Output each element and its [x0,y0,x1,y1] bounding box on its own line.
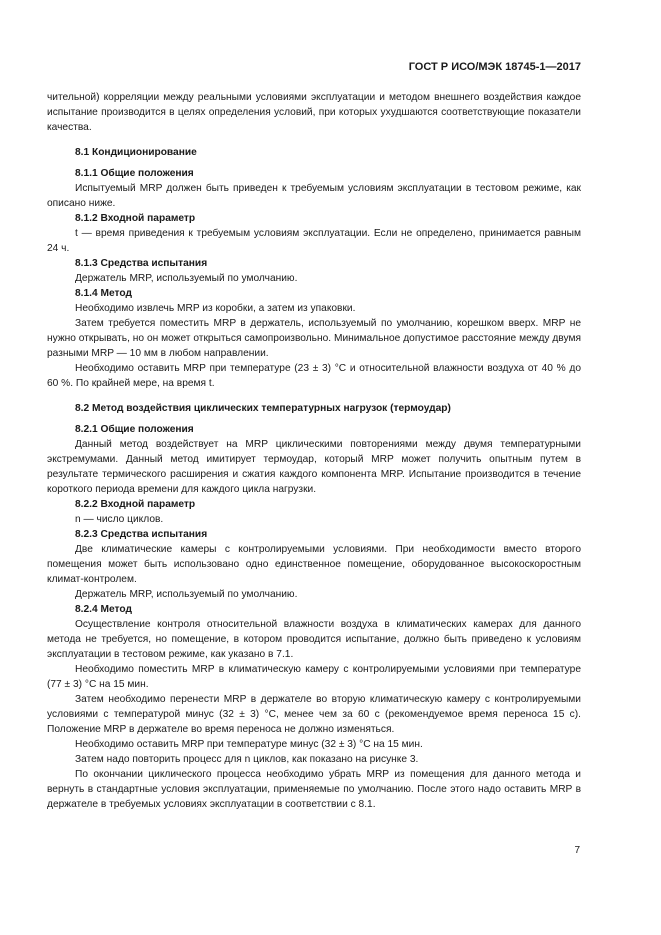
section-8-2-1-text: Данный метод воздействует на MRP циклическими повторениями между двумя температурными экстремумами. Данный метод имитирует термоудар, который MRP может получить опытным путем в результате термического расширения и сжатия каждого компонента MRP. Испытание производится в течение короткого периода времени для каждого цикла нагрузки. [47,439,581,495]
section-8-1-4-p3: Необходимо оставить MRP при температуре (23 ± 3) °С и относительной влажности воздуха от 40 % до 60 %. По крайней мере, на время t. [47,363,581,389]
section-8-1-2-text: t — время приведения к требуемым условиям эксплуатации. Если не определено, принимается равным 24 ч. [47,228,581,254]
section-8-1-4-heading: 8.1.4 Метод [75,288,132,299]
document-header: ГОСТ Р ИСО/МЭК 18745-1—2017 [408,61,581,73]
page-number: 7 [574,845,580,856]
section-8-1-3-text: Держатель MRP, используемый по умолчанию. [75,273,298,284]
section-8-1-3-heading: 8.1.3 Средства испытания [75,258,208,269]
section-8-1-4-p1: Необходимо извлечь MRP из коробки, а затем из упаковки. [75,303,356,314]
section-8-1-heading: 8.1 Кондиционирование [75,147,197,158]
section-8-2-4-p4: Необходимо оставить MRP при температуре минус (32 ± 3) °С на 15 мин. [75,739,423,750]
document-body [47,90,581,812]
section-8-1-4-p2: Затем требуется поместить MRP в держатель, используемый по умолчанию, корешком вверх. MRP не нужно открывать, но он может открыться самопроизвольно. Минимальное допустимое расстояние между двумя разными MRP — 10 мм в любом направлении. [47,318,581,359]
section-8-2-3-p1: Две климатические камеры с контролируемыми условиями. При необходимости вместо второго помещения может быть использовано одно единственное помещение, оборудованное высокоскоростным климат-контролем. [47,544,581,585]
section-8-1-1-heading: 8.1.1 Общие положения [75,168,194,179]
section-8-2-1-heading: 8.2.1 Общие положения [75,424,194,435]
section-8-2-2-text: n — число циклов. [75,514,164,525]
section-8-2-4-p1: Осуществление контроля относительной влажности воздуха в климатических камерах для данного метода не требуется, но помещение, в котором проводится испытание, должно быть приведено к условиям эксплуатации в тестовом режиме, как указано в 7.1. [47,619,581,660]
section-8-1-2-heading: 8.1.2 Входной параметр [75,213,196,224]
section-8-2-4-heading: 8.2.4 Метод [75,604,132,615]
section-8-2-4-p3: Затем необходимо перенести MRP в держателе во вторую климатическую камеру с контролируемыми условиями с температурой минус (32 ± 3) °С, менее чем за 60 с (рекомендуемое время переноса 15 с). Положение MRP в держателе во время переноса не должно изменяться. [47,694,581,735]
section-8-2-3-p2: Держатель MRP, используемый по умолчанию. [75,589,298,600]
section-8-2-heading: 8.2 Метод воздействия циклических температурных нагрузок (термоудар) [75,403,451,414]
section-8-2-4-p2: Необходимо поместить MRP в климатическую камеру с контролируемыми условиями при температуре (77 ± 3) °С на 15 мин. [47,664,581,690]
section-8-2-4-p5: Затем надо повторить процесс для n циклов, как показано на рисунке 3. [75,754,419,765]
intro-paragraph: чительной) корреляции между реальными условиями эксплуатации и методом внешнего воздействия каждое испытание производится в целях определения условий, при которых ухудшаются соответствующие показатели качества. [47,92,581,133]
section-8-2-3-heading: 8.2.3 Средства испытания [75,529,208,540]
section-8-2-4-p6: По окончании циклического процесса необходимо убрать MRP из помещения для данного метода и вернуть в стандартные условия эксплуатации, применяемые по умолчанию. После этого надо оставить MRP в держателе в требуемых условиях эксплуатации в соответствии с 8.1. [47,769,581,810]
section-8-1-1-text: Испытуемый MRP должен быть приведен к требуемым условиям эксплуатации в тестовом режиме, как описано ниже. [47,183,581,209]
section-8-2-2-heading: 8.2.2 Входной параметр [75,499,196,510]
